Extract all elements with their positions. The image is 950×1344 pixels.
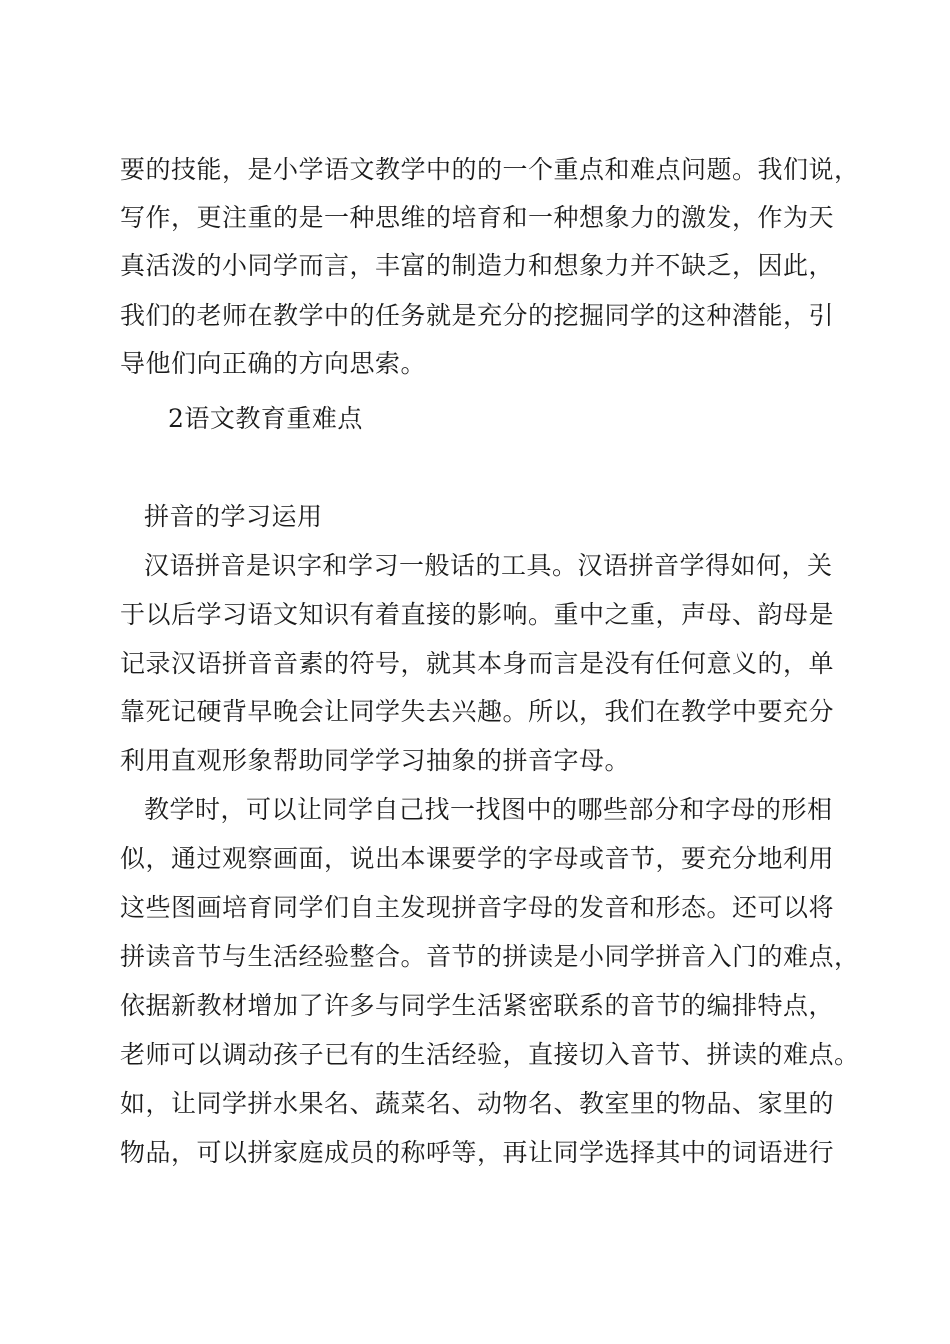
paragraph-3-line-1: 教学时，可以让同学自己找一找图中的哪些部分和字母的形相 [144,795,833,824]
subheading: 拼音的学习运用 [144,502,323,531]
paragraph-3-line-8: 物品，可以拼家庭成员的称呼等，再让同学选择其中的词语进行 [120,1138,835,1167]
paragraph-2-line-5: 利用直观形象帮助同学学习抽象的拼音字母。 [120,746,631,775]
paragraph-1-line-1: 要的技能，是小学语文教学中的的一个重点和难点问题。我们说， [120,155,860,184]
section-heading: 2语文教育重难点 [168,404,363,433]
paragraph-2-line-3: 记录汉语拼音音素的符号，就其本身而言是没有任何意义的，单 [120,649,835,678]
paragraph-3-line-2: 似，通过观察画面，说出本课要学的字母或音节，要充分地利用 [120,844,835,873]
paragraph-3-line-7: 如，让同学拼水果名、蔬菜名、动物名、教室里的物品、家里的 [120,1089,835,1118]
paragraph-2-line-1: 汉语拼音是识字和学习一般话的工具。汉语拼音学得如何，关 [144,551,833,580]
paragraph-3-line-3: 这些图画培育同学们自主发现拼音字母的发音和形态。还可以将 [120,893,835,922]
paragraph-1-line-2: 写作，更注重的是一种思维的培育和一种想象力的激发，作为天 [120,203,835,232]
paragraph-1-line-5: 导他们向正确的方向思索。 [120,349,427,378]
paragraph-1-line-3: 真活泼的小同学而言，丰富的制造力和想象力并不缺乏，因此， [120,251,835,280]
paragraph-3-line-5: 依据新教材增加了许多与同学生活紧密联系的音节的编排特点， [120,991,835,1020]
paragraph-2-line-4: 靠死记硬背早晚会让同学失去兴趣。所以，我们在教学中要充分 [120,697,835,726]
paragraph-1-line-4: 我们的老师在教学中的任务就是充分的挖掘同学的这种潜能，引 [120,301,835,330]
paragraph-3-line-6: 老师可以调动孩子已有的生活经验，直接切入音节、拼读的难点。 [120,1040,860,1069]
paragraph-2-line-2: 于以后学习语文知识有着直接的影响。重中之重，声母、韵母是 [120,600,835,629]
paragraph-3-line-4: 拼读音节与生活经验整合。音节的拼读是小同学拼音入门的难点， [120,942,860,971]
